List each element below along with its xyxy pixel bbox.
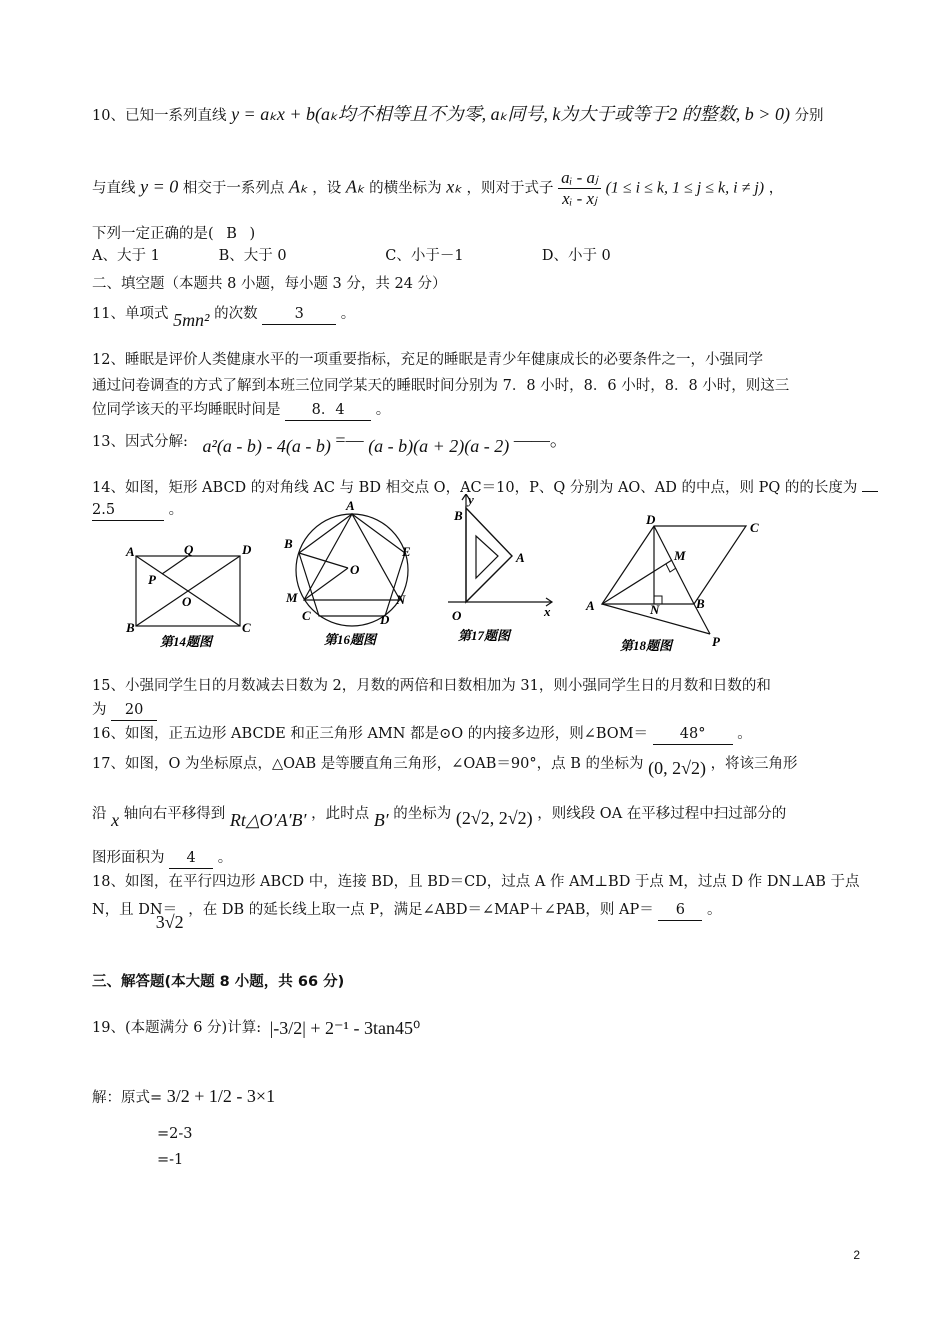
q10-line2	[92, 168, 783, 209]
q15-line1: 15、小强同学生日的月数减去日数为 2，月数的两倍和日数相加为 31，则小强同学生日的月数和日数的和	[92, 678, 771, 694]
q18-text: N，且 DN＝	[92, 902, 178, 918]
q18-line1: 18、如图，在平行四边形 ABCD 中，连接 BD，且 BD＝CD，过点 A 作 AM⊥BD 于点 M，过点 D 作 DN⊥AB 于点	[92, 874, 860, 890]
q17-text: ，此时点	[311, 806, 370, 822]
option-b: B、大于 0	[218, 248, 287, 264]
q18-text: 。	[706, 902, 722, 918]
q19-solution	[92, 1086, 275, 1108]
q10-text: 分别	[794, 108, 824, 124]
q11	[92, 302, 356, 330]
q10-formula: y = 0	[140, 176, 179, 197]
q13-text: 13、因式分解:	[92, 434, 188, 450]
label-d: D	[646, 512, 656, 527]
label-c: C	[242, 620, 251, 635]
option-d: D、小于 0	[541, 248, 611, 264]
figure-14-caption: 第14题图	[160, 634, 213, 649]
q17-answer: 4	[169, 848, 213, 869]
q16-text: 16、如图，正五边形 ABCDE 和正三角形 AMN 都是⊙O 的内接多边形，则∠BOM＝	[92, 726, 649, 742]
q14-text: 14、如图，矩形 ABCD 的对角线 AC 与 BD 相交点 O，AC＝10，P、Q 分别为 AO、AD 的中点，则 PQ 的的长度为	[92, 480, 858, 496]
label-a: A	[586, 598, 595, 613]
label-b: B	[696, 596, 705, 611]
q17-formula: B′	[373, 810, 389, 830]
q10-text: ，设	[312, 180, 342, 197]
q17-line3	[92, 848, 232, 869]
q11-formula: 5mn²	[173, 310, 210, 330]
q17-text: 17、如图，O 为坐标原点，△OAB 是等腰直角三角形，∠OAB＝90°，点 B 的坐标为	[92, 756, 644, 772]
q12-line2: 通过问卷调查的方式了解到本班三位同学某天的睡眠时间分别为 7．8 小时，8．6 小时，8．8 小时，则这三	[92, 378, 790, 394]
q17-text: ，将该三角形	[710, 756, 798, 772]
q13-formula: a²(a - b) - 4(a - b)	[202, 436, 331, 456]
q18-text: ，在 DB 的延长线上取一点 P，满足∠ABD＝∠MAP＋∠PAB，则 AP＝	[188, 902, 654, 918]
q16-text: 。	[737, 726, 752, 742]
label-m: M	[674, 548, 686, 563]
option-a: A、大于 1	[92, 248, 160, 264]
q19-solution-label: 解：原式=	[92, 1090, 163, 1106]
q10-line3	[92, 224, 255, 244]
q10-text: 10、已知一系列直线	[92, 108, 227, 124]
q16	[92, 724, 752, 745]
label-o: O	[182, 594, 192, 609]
label-o: O	[452, 608, 462, 623]
q19-step2: =2-3	[157, 1126, 193, 1142]
q18-formula: 3√2	[155, 912, 184, 932]
q11-text: 的次数	[214, 306, 258, 322]
section-2-heading: 二、填空题（本题共 8 小题，每小题 3 分，共 24 分）	[92, 276, 447, 292]
label-e: E	[402, 544, 411, 559]
q11-answer: 3	[262, 304, 336, 325]
q10-text: ，则对于式子	[466, 180, 554, 197]
q19-formula: |-3/2| + 2⁻¹ - 3tan45⁰	[269, 1018, 421, 1038]
q19-solution-formula: 3/2 + 1/2 - 3×1	[166, 1086, 276, 1106]
q19	[92, 1016, 420, 1038]
q12-line1: 12、睡眠是评价人类健康水平的一项重要指标，充足的睡眠是青少年健康成长的必要条件之一，小强同学	[92, 352, 763, 368]
q15-answer: 20	[111, 700, 157, 721]
figure-17-caption: 第17题图	[458, 628, 511, 643]
label-d: D	[242, 542, 252, 557]
q10-formula: xₖ	[446, 176, 462, 197]
q10-text: ，	[768, 180, 784, 197]
label-q: Q	[184, 542, 194, 557]
q10-fraction	[558, 168, 601, 209]
q16-answer: 48°	[653, 724, 733, 745]
figure-18	[582, 512, 772, 660]
label-x: x	[544, 604, 551, 619]
q10-text: 的横坐标为	[369, 180, 442, 197]
q17-line2	[92, 802, 787, 830]
q15-text: 为	[92, 702, 107, 718]
q10-text: 下列一定正确的是(	[92, 226, 214, 242]
q19-text: 19、(本题满分 6 分)计算:	[92, 1020, 262, 1036]
label-d: D	[380, 612, 390, 627]
label-b: B	[454, 508, 463, 523]
figure-17	[448, 494, 568, 648]
q10-formula: y = aₖx + b(aₖ均不相等且不为零, aₖ同号, k为大于或等于2 的整数, b > 0)	[231, 104, 790, 124]
q14-answer: 2.5	[92, 500, 164, 521]
q12-text: 。	[375, 402, 391, 418]
q12-answer: 8．4	[285, 400, 371, 421]
q17-formula: (0, 2√2)	[648, 758, 706, 778]
q17-formula: x	[111, 810, 120, 830]
fraction-numerator: aᵢ - aⱼ	[558, 168, 601, 189]
label-c: C	[302, 608, 311, 623]
q10-options	[92, 246, 611, 266]
label-c: C	[750, 520, 759, 535]
option-c: C、小于－1	[385, 248, 464, 264]
label-y: y	[468, 494, 474, 507]
q14-line2	[92, 500, 183, 521]
q10-text: 与直线	[92, 180, 136, 197]
q12-text: 位同学该天的平均睡眠时间是	[92, 402, 281, 418]
q17-line1	[92, 752, 798, 778]
q17-formula: (2√2, 2√2)	[455, 808, 533, 828]
q19-step3: =-1	[157, 1152, 184, 1168]
q13-equals: =—	[335, 430, 364, 450]
figure-18-caption: 第18题图	[620, 638, 673, 653]
q10-condition: (1 ≤ i ≤ k, 1 ≤ j ≤ k, i ≠ j)	[605, 179, 765, 197]
q11-text: 11、单项式	[92, 306, 169, 322]
q13-text: ——。	[513, 430, 568, 450]
q17-text: 图形面积为	[92, 850, 165, 866]
page-number: 2	[853, 1248, 860, 1262]
figure-16-caption: 第16题图	[324, 632, 377, 647]
q14-blank-start	[862, 491, 878, 492]
figure-16	[280, 498, 420, 654]
q17-text: 的坐标为	[393, 806, 452, 822]
q17-text: 。	[217, 850, 233, 866]
q15-line2	[92, 700, 157, 721]
q10-text: )	[249, 226, 256, 242]
q11-text: 。	[340, 306, 356, 322]
q10-answer: B	[226, 226, 237, 242]
label-p: P	[712, 634, 720, 649]
label-p: P	[148, 572, 156, 587]
fraction-denominator: xᵢ - xⱼ	[562, 189, 597, 208]
q13	[92, 430, 568, 456]
label-a: A	[346, 498, 355, 513]
label-a: A	[126, 544, 135, 559]
q17-formula: Rt△O′A′B′	[229, 810, 307, 830]
label-a: A	[516, 550, 525, 565]
q17-text: ，则线段 OA 在平移过程中扫过部分的	[537, 806, 787, 822]
q10-line1	[92, 104, 824, 126]
q14-text: 。	[168, 502, 184, 518]
label-o: O	[350, 562, 360, 577]
q18-line2	[92, 898, 722, 932]
label-b: B	[284, 536, 293, 551]
q13-answer: (a - b)(a + 2)(a - 2)	[368, 436, 510, 456]
section-3-heading: 三、解答题(本大题 8 小题，共 66 分)	[92, 974, 345, 990]
q17-text: 轴向右平移得到	[123, 806, 226, 822]
q12-line3	[92, 400, 390, 421]
figure-14	[120, 536, 260, 656]
label-n: N	[396, 592, 406, 607]
label-n: N	[650, 602, 660, 617]
label-m: M	[286, 590, 298, 605]
q17-text: 沿	[92, 806, 107, 822]
q18-answer: 6	[658, 900, 702, 921]
q10-text: 相交于一系列点	[182, 180, 285, 197]
q10-formula: Aₖ	[345, 176, 365, 197]
label-b: B	[126, 620, 135, 635]
q10-formula: Aₖ	[288, 176, 308, 197]
